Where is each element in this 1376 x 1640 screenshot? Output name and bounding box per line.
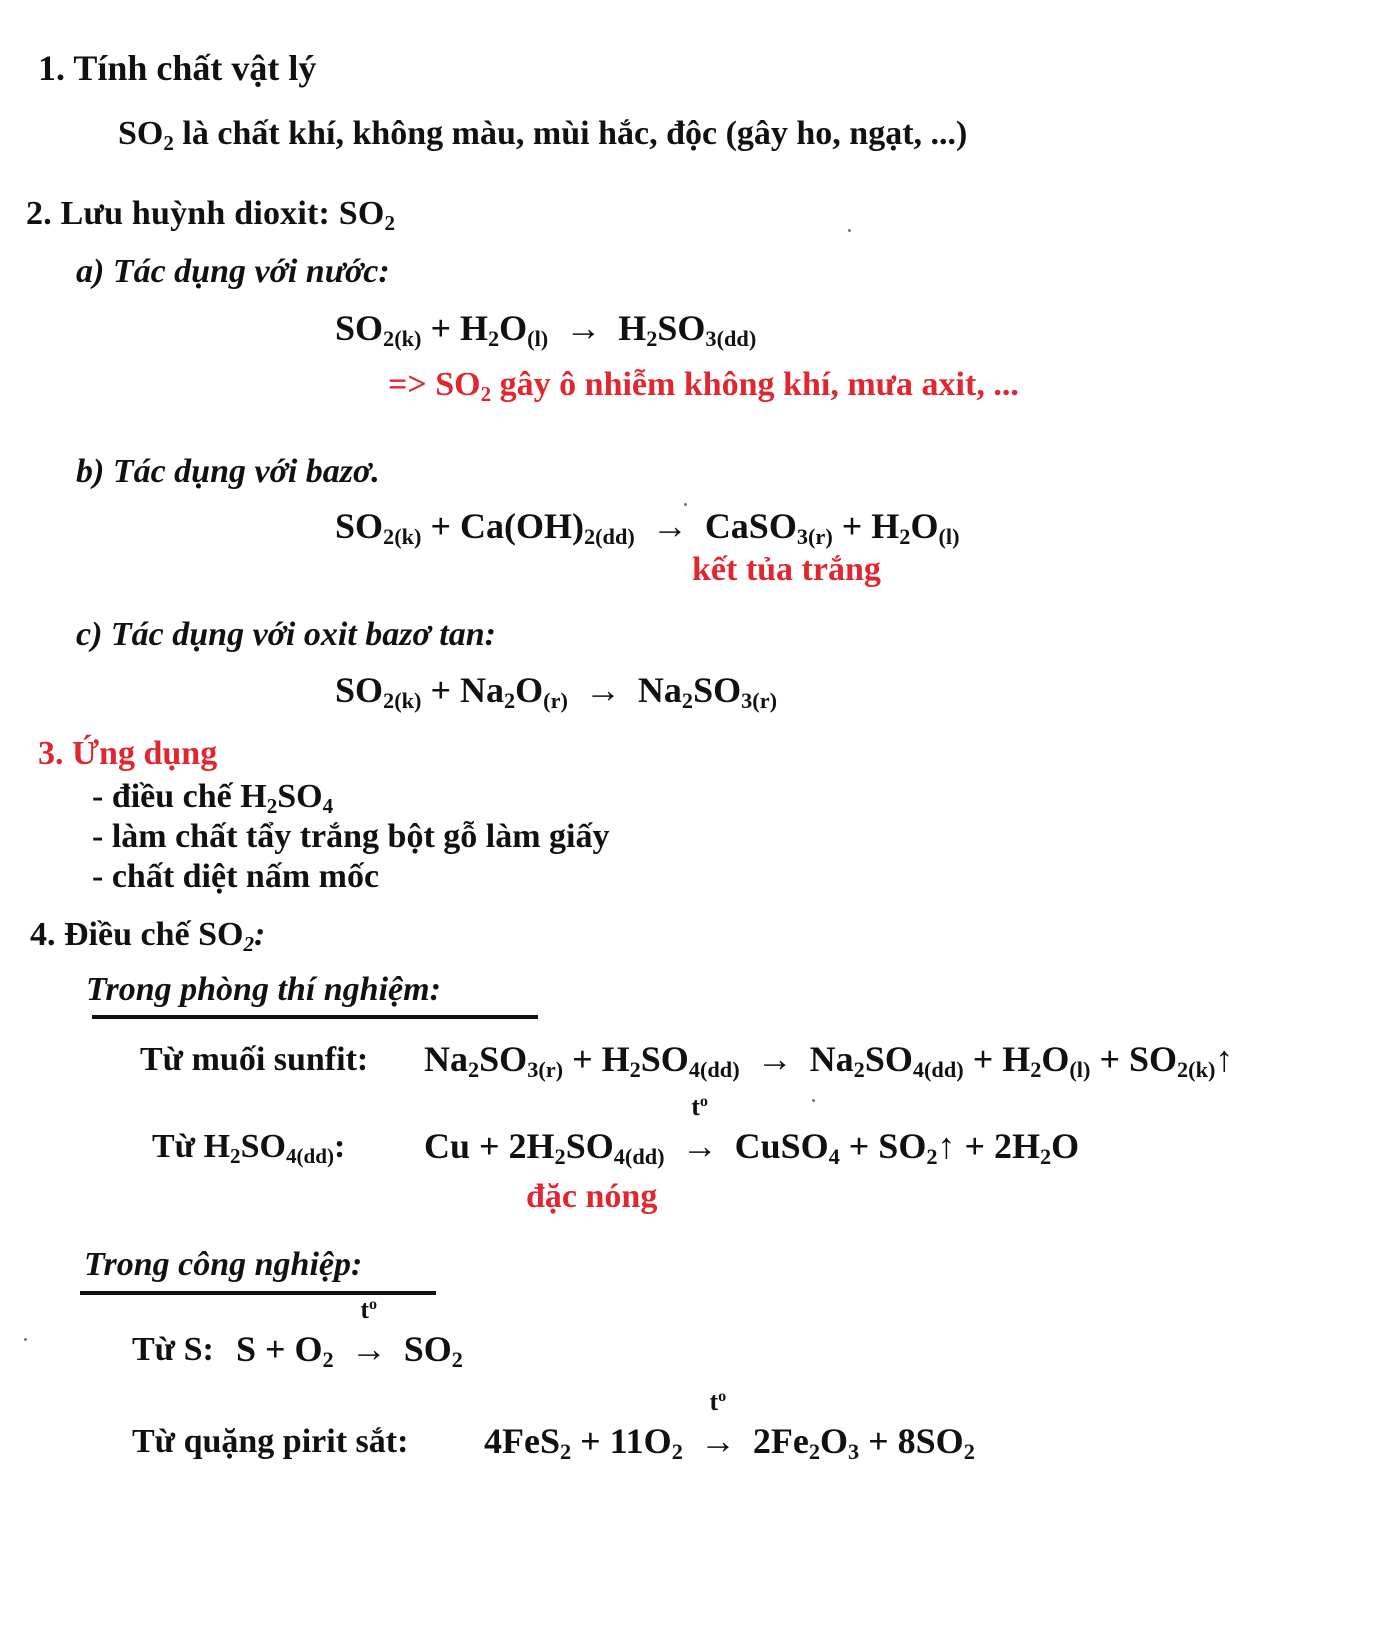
industry-method-label: Trong công nghiệp: [84,1246,363,1283]
from-sulfur-label: Từ S: [132,1331,214,1368]
section-3-heading: 3. Ứng dụng [38,735,218,772]
section-1-heading-text: 1. Tính chất vật lý [38,48,317,88]
application-item-3: - chất diệt nấm mốc [92,858,380,895]
section-1-heading [38,50,316,86]
equation-copper-acid: $Cu + 2H_2SO_{4(dd)}$ $t^o$ → CuSO$_4$ + $SO_2↑ + 2H_2O$ [424,1092,1080,1170]
physical-property-text: $SO_2$ là chất khí, không màu, mùi hắc, độc (gây ho, ngạt, ...) [118,115,968,155]
section-2-heading: 2. Lưu huỳnh dioxit: $SO_2$ [26,195,396,235]
section-4-heading: 4. Điều chế $SO_2$: [30,916,266,956]
equation-sulfur-burning: $S + O_2$ $t^o$ → $SO_2$ [236,1295,463,1373]
equation-so2-base: $SO_{2(k)} + Ca(OH)_{2(dd)}$ → CaSO$_{3(r)}$ + $H_2O_{(l)}$ [335,506,960,550]
scan-speck [684,503,687,506]
equation-pyrite-roasting: $4FeS_2 + 11O_2$ $t^o$ → $2Fe_2O_3 + 8SO_2$ [484,1387,975,1465]
from-acid-label: Từ $H_2SO_{4(dd)}$: [152,1128,346,1168]
equation-so2-water: $SO_{2(k)} + H_2O_{(l)} \to H_2SO_{3(dd)}$ [335,308,757,352]
scan-speck [848,229,851,232]
industry-method-underline [80,1291,436,1295]
scan-speck [812,1099,815,1102]
precipitate-note: kết tủa trắng [692,551,881,588]
from-sulfite-label: Từ muối sunfit: [140,1041,369,1078]
subsection-b-label: b) Tác dụng với bazơ. [76,453,380,490]
lab-method-underline [92,1015,538,1019]
application-item-1: - điều chế $H_2SO_4$ [92,778,334,818]
application-item-2: - làm chất tẩy trắng bột gỗ làm giấy [92,818,610,855]
subsection-a-label: a) Tác dụng với nước: [76,253,390,290]
from-pyrite-label: Từ quặng pirit sắt: [132,1423,409,1460]
lab-method-label: Trong phòng thí nghiệm: [86,971,441,1008]
scan-speck [24,1338,27,1341]
equation-so2-basic-oxide: $SO_{2(k)} + Na_2O_{(r)} \to Na_2SO_{3(r)}$ [335,670,778,714]
subsection-c-label: c) Tác dụng với oxit bazơ tan: [76,616,496,653]
concentrated-hot-note: đặc nóng [526,1178,658,1215]
pollution-note: => $SO_2$ gây ô nhiễm không khí, mưa axit, ... [388,366,1019,406]
equation-sulfite: $Na_2SO_{3(r)} + H_2SO_{4(dd)} \to Na_2SO_{4(dd)} + H_2O_{(l)}$ + $SO_{2(k)}↑$ [424,1039,1234,1083]
